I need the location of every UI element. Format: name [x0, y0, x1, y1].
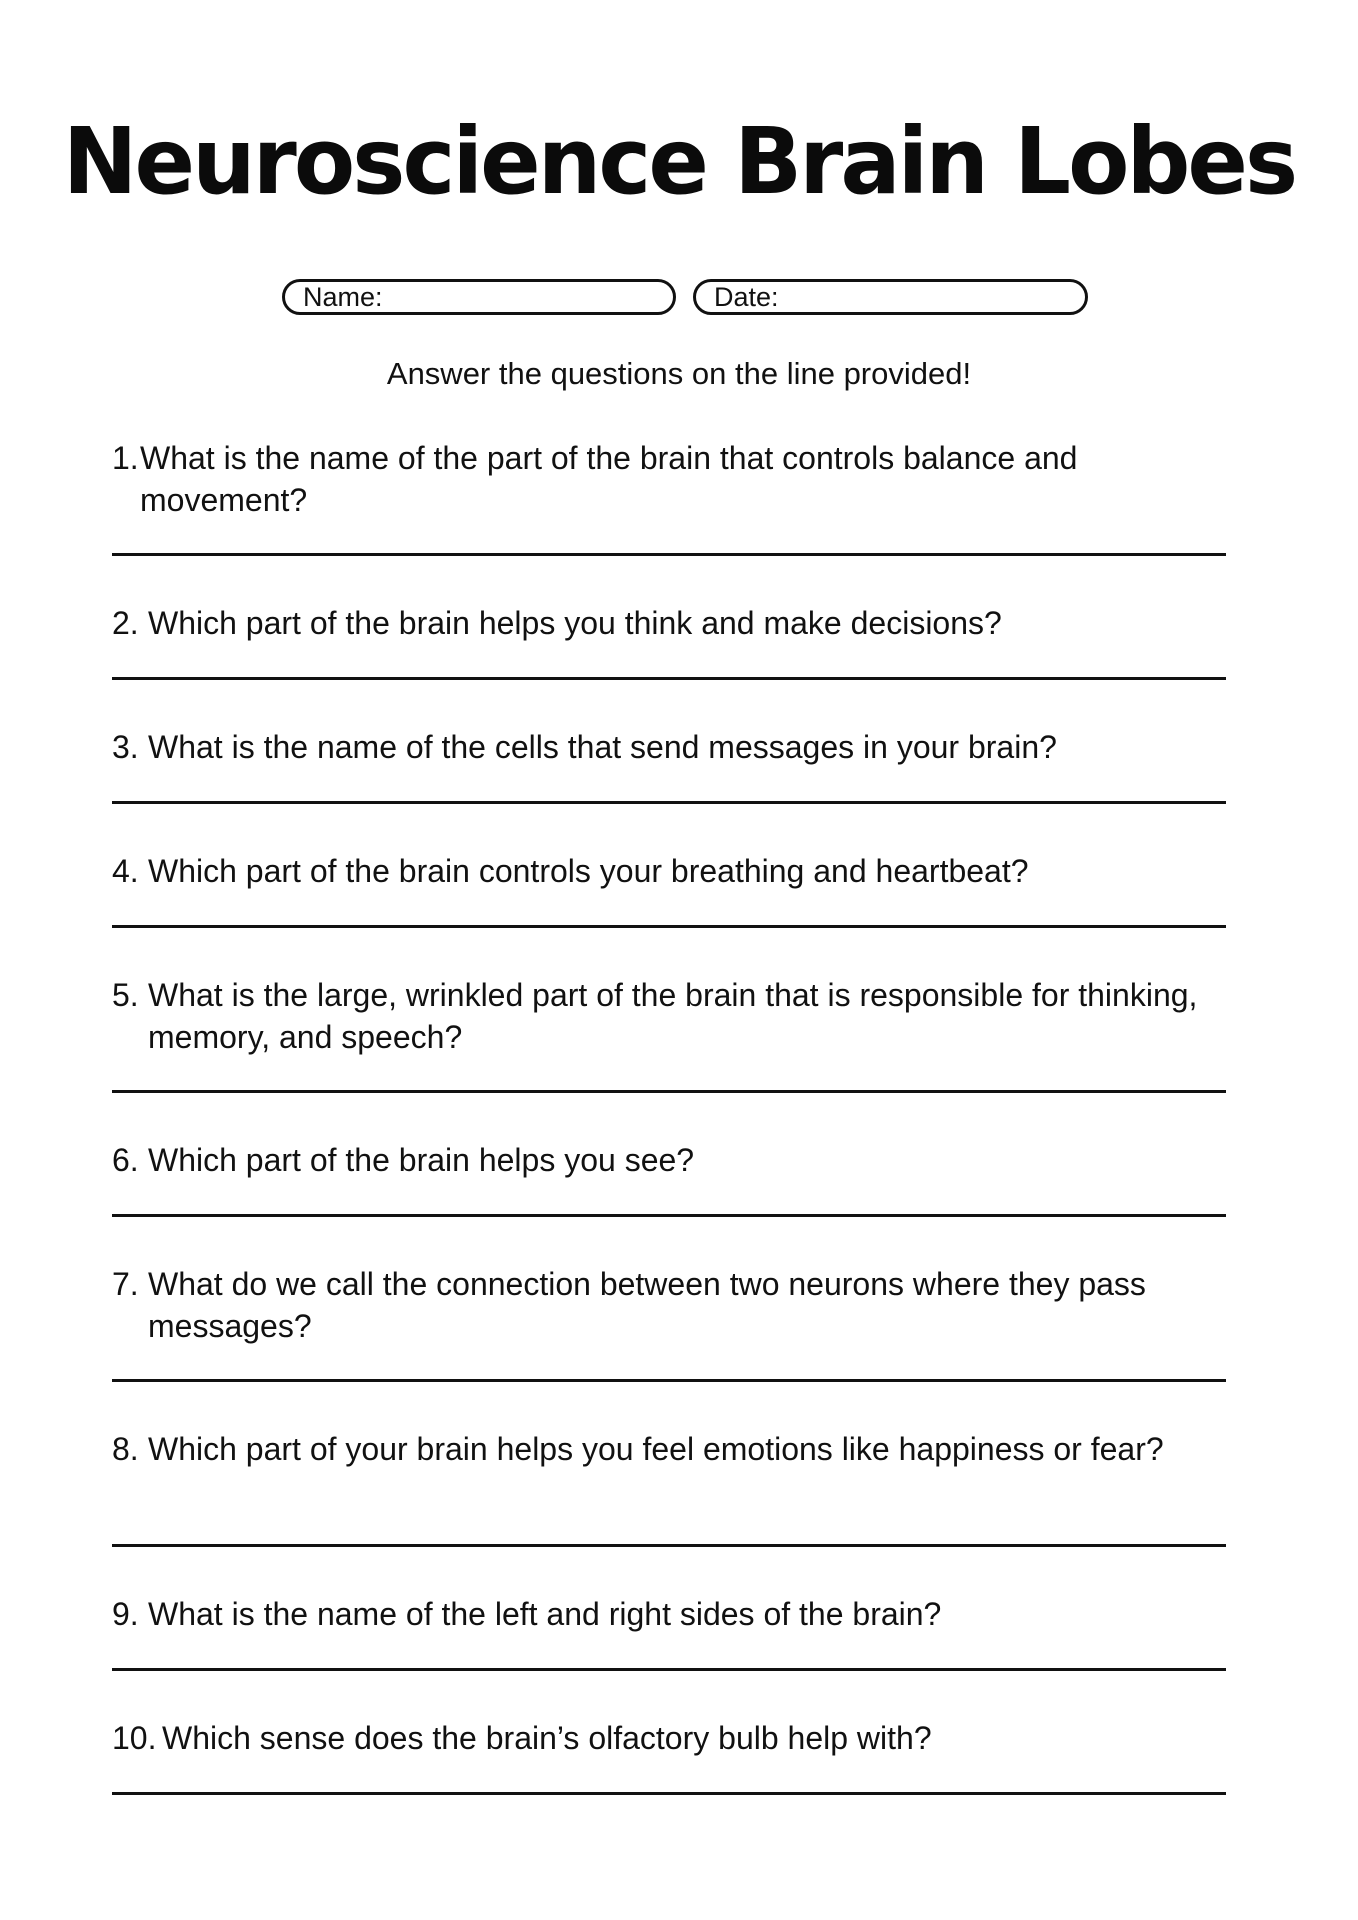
- question-number: 5.: [112, 977, 139, 1013]
- question-text: Which sense does the brain’s olfactory bulb help with?: [162, 1720, 932, 1756]
- question-text: What is the large, wrinkled part of the brain that is responsible for thinking, memory, and speech?: [148, 977, 1198, 1055]
- question-6: [112, 1139, 1232, 1181]
- question-9: [112, 1593, 1232, 1635]
- answer-line-2[interactable]: [112, 677, 1226, 680]
- question-number: 2.: [112, 605, 139, 641]
- question-number: 7.: [112, 1266, 139, 1302]
- worksheet-title: Neuroscience Brain Lobes: [62, 108, 1296, 215]
- name-label: Name:: [303, 282, 383, 312]
- date-label: Date:: [714, 282, 779, 312]
- answer-line-10[interactable]: [112, 1792, 1226, 1795]
- question-text: Which part of the brain helps you think and make decisions?: [148, 605, 1002, 641]
- question-5: [112, 974, 1232, 1058]
- question-text: What is the name of the cells that send messages in your brain?: [148, 729, 1057, 765]
- question-number: 8.: [112, 1431, 139, 1467]
- answer-line-7[interactable]: [112, 1379, 1226, 1382]
- question-text: Which part of the brain helps you see?: [148, 1142, 695, 1178]
- question-number: 6.: [112, 1142, 139, 1178]
- question-7: [112, 1263, 1232, 1347]
- answer-line-9[interactable]: [112, 1668, 1226, 1671]
- name-field[interactable]: [282, 279, 676, 315]
- question-4: [112, 850, 1232, 892]
- question-2: [112, 602, 1232, 644]
- question-3: [112, 726, 1232, 768]
- question-text: Which part of your brain helps you feel emotions like happiness or fear?: [148, 1431, 1164, 1467]
- date-field[interactable]: [693, 279, 1088, 315]
- answer-line-8[interactable]: [112, 1544, 1226, 1547]
- question-text: What is the name of the part of the brain that controls balance and movement?: [140, 440, 1078, 518]
- question-number: 10.: [112, 1720, 157, 1756]
- question-number: 9.: [112, 1596, 139, 1632]
- answer-line-5[interactable]: [112, 1090, 1226, 1093]
- question-number: 1.: [112, 440, 139, 476]
- question-10: [112, 1717, 1232, 1759]
- answer-line-4[interactable]: [112, 925, 1226, 928]
- answer-line-3[interactable]: [112, 801, 1226, 804]
- question-text: What is the name of the left and right sides of the brain?: [148, 1596, 942, 1632]
- question-1: [112, 437, 1232, 521]
- question-8: [112, 1428, 1232, 1470]
- question-text: What do we call the connection between two neurons where they pass messages?: [148, 1266, 1146, 1344]
- question-text: Which part of the brain controls your breathing and heartbeat?: [148, 853, 1029, 889]
- answer-line-6[interactable]: [112, 1214, 1226, 1217]
- question-number: 3.: [112, 729, 139, 765]
- answer-line-1[interactable]: [112, 553, 1226, 556]
- instructions-text: Answer the questions on the line provided!: [386, 356, 972, 391]
- question-number: 4.: [112, 853, 139, 889]
